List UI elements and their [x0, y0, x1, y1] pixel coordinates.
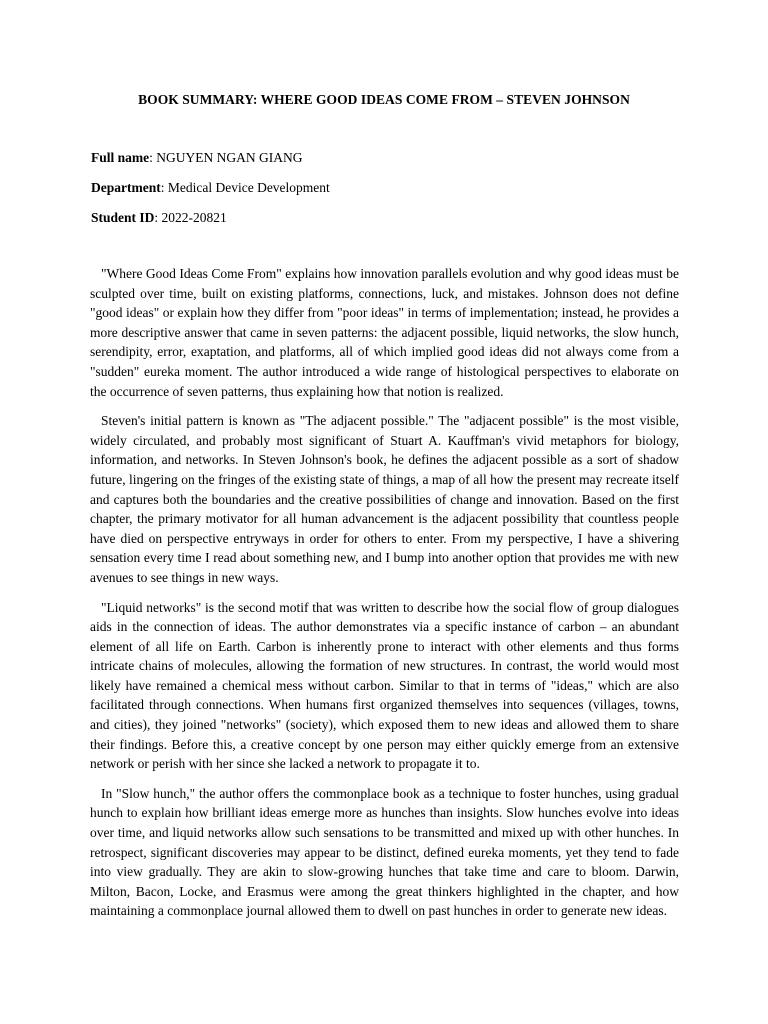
student-id-value: : 2022-20821: [154, 210, 227, 225]
paragraph-adjacent-possible: Steven's initial pattern is known as "The adjacent possible." The "adjacent possible" is the most visible, widely circulated, and probably most significant of Stuart A. Kauffman's vivid metaphors for biology, information, and networks. In Steven Johnson's book, he defines the adjacent possible as a sort of shadow future, lingering on the fringes of the existing state of things, a map of all how the present may recreate itself and captures both the boundaries and the creative possibilities of change and innovation. Based on the first chapter, the primary motivator for all human advancement is the adjacent possibility that countless people have died on perspective entryways in order for others to enter. From my perspective, I have a shivering sensation every time I read about something new, and I bump into another option that provides me with new avenues to see things in new ways.: [90, 413, 679, 585]
department-row: [91, 180, 330, 196]
summary-body: [90, 264, 679, 931]
full-name-row: [91, 150, 303, 166]
document-title: BOOK SUMMARY: WHERE GOOD IDEAS COME FROM – STEVEN JOHNSON: [138, 92, 630, 107]
paragraph-liquid-networks: "Liquid networks" is the second motif that was written to describe how the social flow of group dialogues aids in the connection of ideas. The author demonstrates via a specific instance of carbon – an abundant element of all life on Earth. Carbon is inherently prone to interact with other elements and thus forms intricate chains of molecules, allowing the formation of new structures. In contrast, the world would most likely have remained a chemical mess without carbon. Similar to that in terms of "ideas," which are also facilitated through connections. When humans first organized themselves into sequences (villages, towns, and cities), they joined "networks" (society), which exposed them to new ideas and allowed them to share their findings. Before this, a creative concept by one person may either quickly emerge from an extensive network or perish with her since she lacked a network to propagate it to.: [90, 599, 679, 772]
full-name-value: : NGUYEN NGAN GIANG: [149, 150, 303, 165]
department-value: : Medical Device Development: [160, 180, 330, 195]
paragraph-slow-hunch: In "Slow hunch," the author offers the commonplace book as a technique to foster hunches, using gradual hunch to explain how brilliant ideas emerge more as hunches than insights. Slow hunches evolve into ideas over time, and liquid networks allow such sensations to be transmitted and mixed up with other hunches. In retrospect, significant discoveries may appear to be distinct, defined eureka moments, yet they tend to fade into view gradually. They are akin to slow-growing hunches that take time and care to bloom. Darwin, Milton, Bacon, Locke, and Erasmus were among the great thinkers highlighted in the chapter, and how maintaining a commonplace journal allowed them to dwell on past hunches in order to generate new ideas.: [90, 785, 679, 919]
student-id-row: [91, 210, 227, 226]
student-id-label: Student ID: [91, 210, 155, 225]
full-name-label: Full name: [91, 150, 150, 165]
department-label: Department: [91, 180, 161, 195]
paragraph-introduction: "Where Good Ideas Come From" explains how innovation parallels evolution and why good ideas must be sculpted over time, built on existing platforms, connections, luck, and mistakes. Johnson does not define "good ideas" or explain how they differ from "poor ideas" in terms of implementation; instead, he provides a more descriptive answer that came in seven patterns: the adjacent possible, liquid networks, the slow hunch, serendipity, error, exaptation, and platforms, all of which implied good ideas did not always come from a "sudden" eureka moment. The author introduced a wide range of histological perspectives to elaborate on the occurrence of seven patterns, thus explaining how that notion is realized.: [90, 266, 679, 399]
